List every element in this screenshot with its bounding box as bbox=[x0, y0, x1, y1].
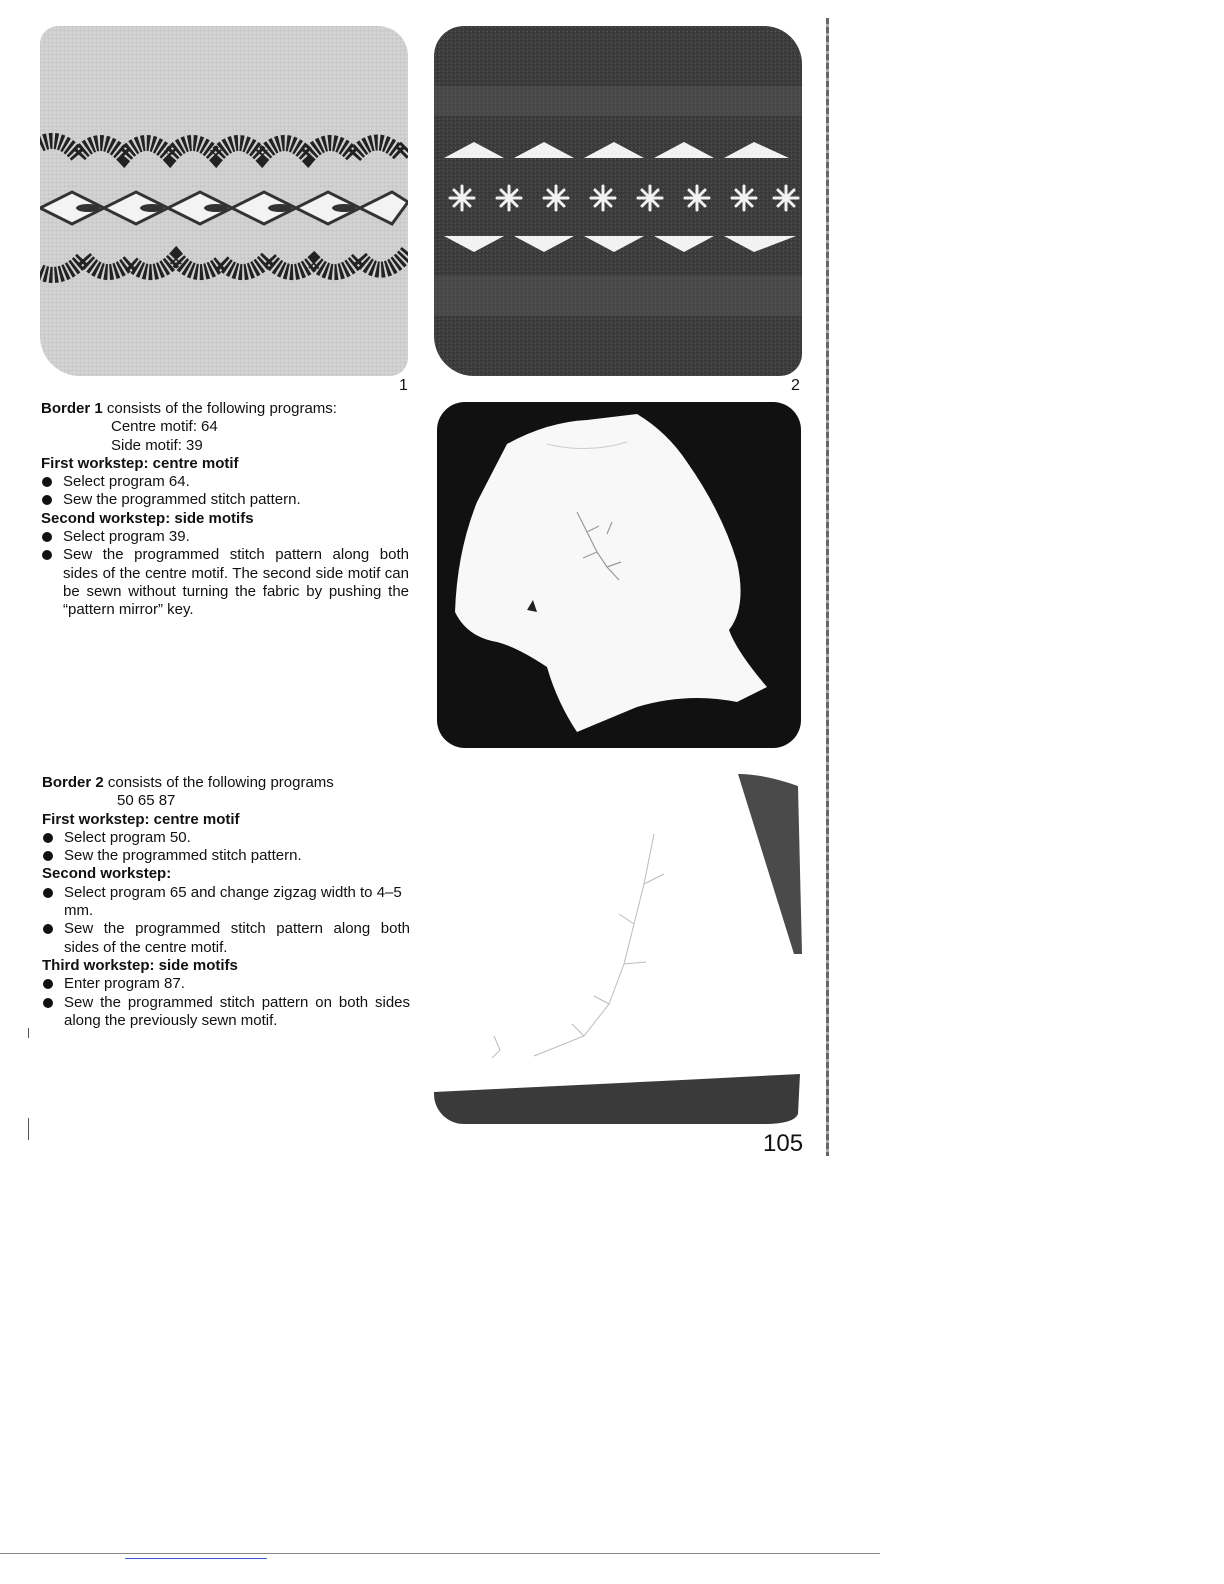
margin-mark bbox=[28, 1118, 29, 1140]
border-2-step-2-bullet: Sew the programmed stitch pattern along both sides of the centre motif. bbox=[42, 920, 410, 957]
page-number: 105 bbox=[763, 1130, 804, 1157]
border-2-programs: 50 65 87 bbox=[117, 792, 176, 810]
photo-embroidery-detail bbox=[434, 774, 802, 1124]
border-2-section bbox=[42, 774, 410, 1030]
photo-blouse bbox=[437, 402, 801, 748]
border-1-step-1-bullet: Select program 64. bbox=[41, 473, 409, 491]
border-1-title: Border 1 bbox=[41, 400, 103, 417]
border-2-step-1-bullet: Select program 50. bbox=[42, 829, 410, 847]
border-1-step-1-bullet: Sew the programmed stitch pattern. bbox=[41, 491, 409, 509]
margin-mark bbox=[28, 1028, 29, 1038]
figure-number-1: 1 bbox=[399, 377, 408, 394]
photo-border-1 bbox=[40, 26, 408, 376]
border-2-step-2-bullet: Select program 65 and change zigzag width to 4–5 mm. bbox=[42, 884, 410, 921]
bottom-rule bbox=[0, 1553, 880, 1554]
border-2-intro: consists of the following programs bbox=[107, 774, 334, 791]
figure-number-2: 2 bbox=[791, 377, 800, 394]
bottom-link-underline bbox=[125, 1558, 267, 1559]
border-1-step-2-bullet: Select program 39. bbox=[41, 528, 409, 546]
border-2-step-3-bullet: Enter program 87. bbox=[42, 975, 410, 993]
border-1-intro: consists of the following programs: bbox=[106, 400, 337, 417]
border-2-title: Border 2 bbox=[42, 774, 104, 791]
border-2-step-1-bullet: Sew the programmed stitch pattern. bbox=[42, 847, 410, 865]
scan-edge-line bbox=[826, 18, 829, 1156]
border-1-section bbox=[41, 400, 409, 620]
border-1-step-1-heading: First workstep: centre motif bbox=[41, 454, 239, 472]
photo-border-2 bbox=[434, 26, 802, 376]
border-1-centre-motif: Centre motif: 64 bbox=[111, 418, 218, 436]
border-2-step-3-bullet: Sew the programmed stitch pattern on both sides along the previously sewn motif. bbox=[42, 994, 410, 1031]
border-2-step-1-heading: First workstep: centre motif bbox=[42, 810, 240, 828]
border-1-step-2-heading: Second workstep: side motifs bbox=[41, 509, 254, 527]
border-1-step-2-bullet: Sew the programmed stitch pattern along both sides of the centre motif. The second side motif can be sewn without turning the fabric by pushing the “pattern mirror” key. bbox=[41, 546, 409, 619]
border-1-side-motif: Side motif: 39 bbox=[111, 436, 203, 454]
border-2-step-2-heading: Second workstep: bbox=[42, 865, 172, 883]
border-2-step-3-heading: Third workstep: side motifs bbox=[42, 956, 238, 974]
